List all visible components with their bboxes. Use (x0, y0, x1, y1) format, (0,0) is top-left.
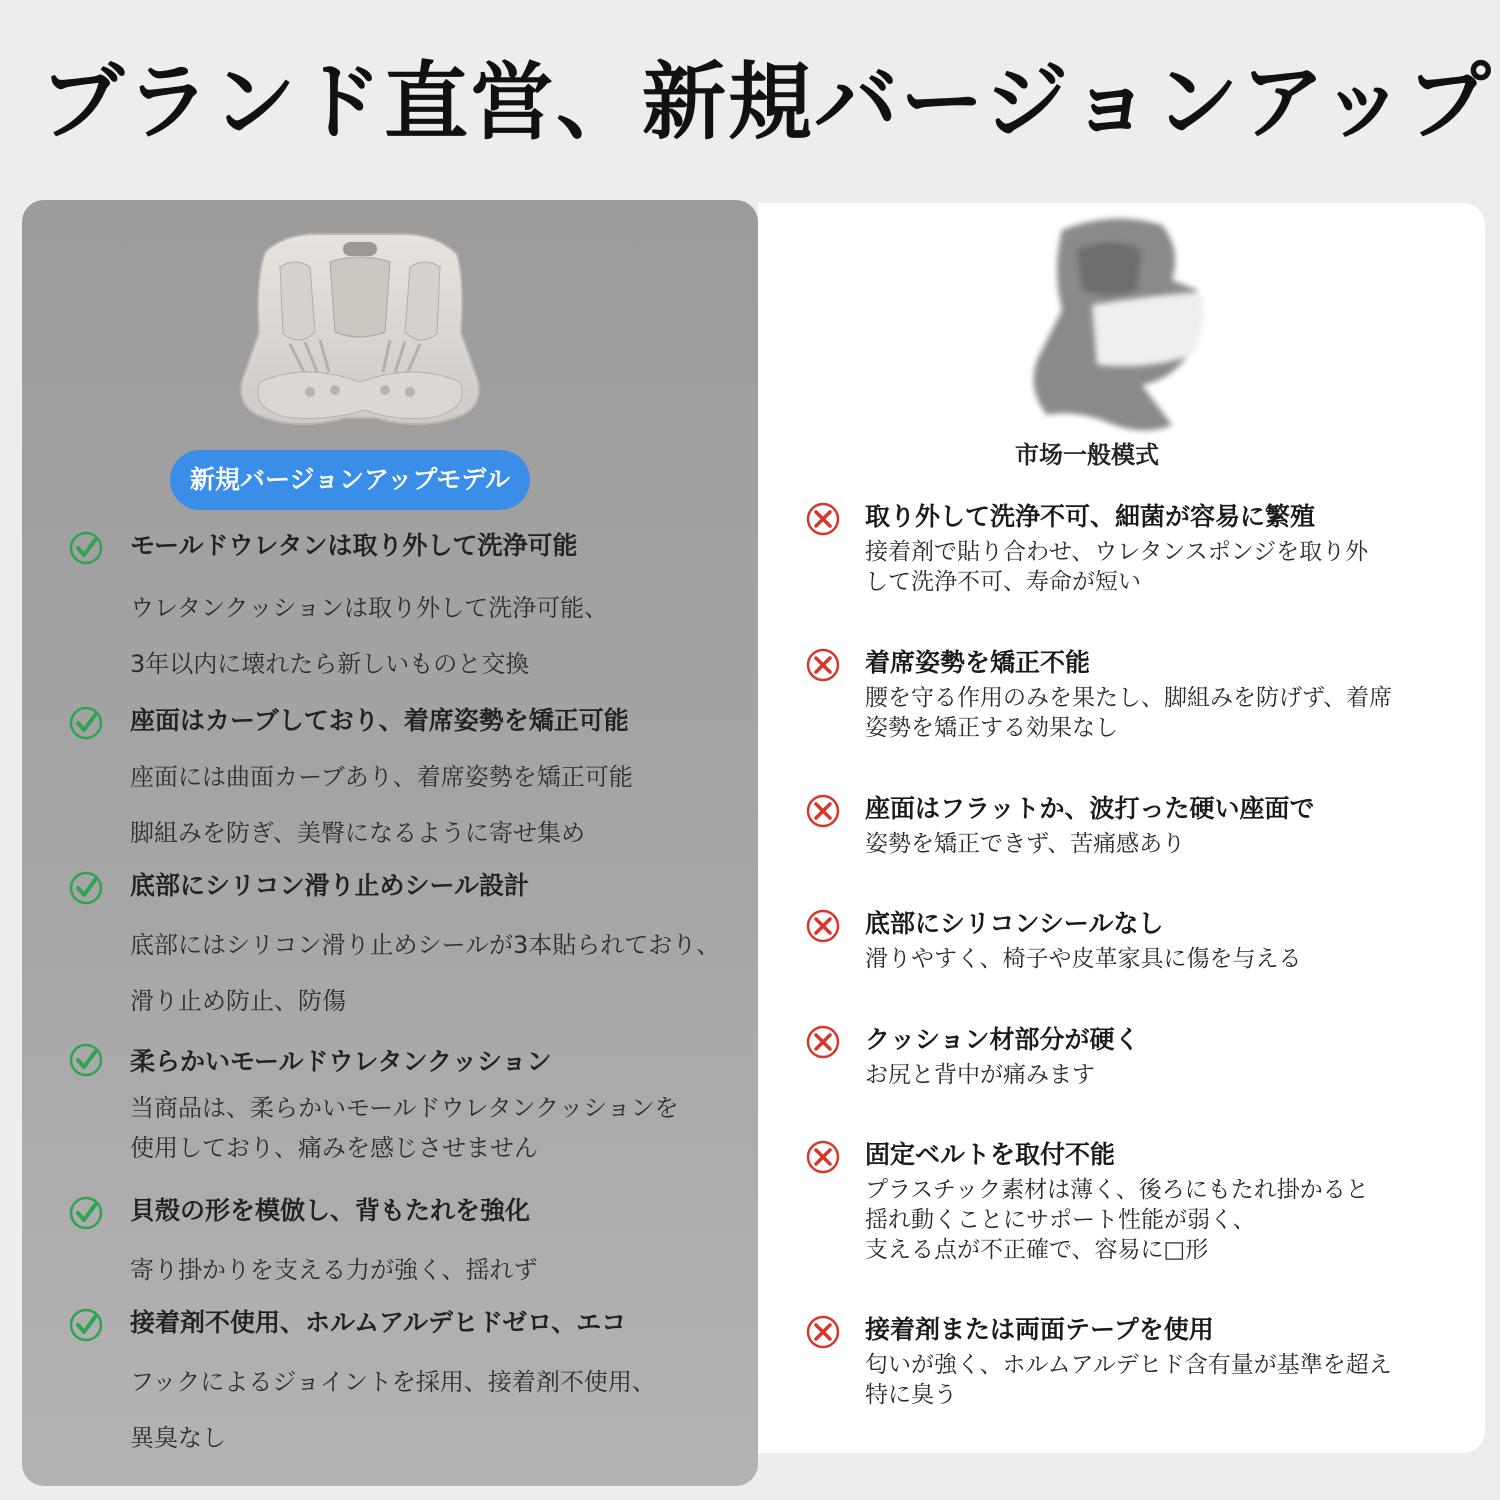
feature-title: モールドウレタンは取り外して洗浄可能 (130, 531, 578, 560)
feature-desc-line: フックによるジョイントを採用、接着剤不使用、 (130, 1368, 656, 1396)
feature-title: 柔らかいモールドウレタンクッション (130, 1047, 552, 1076)
feature-desc-line: 使用しており、痛みを感じさせません (130, 1134, 538, 1162)
x-circle-icon (805, 793, 841, 829)
drawback-desc-line: お尻と背中が痛みます (865, 1062, 1095, 1088)
drawback-desc-line: プラスチック素材は薄く、後ろにもたれ掛かると (865, 1177, 1369, 1203)
drawback-title: 着席姿勢を矯正不能 (865, 648, 1091, 677)
drawback-desc (865, 1060, 1095, 1090)
drawback-desc-line: 滑りやすく、椅子や皮革家具に傷を与える (865, 946, 1302, 972)
drawback-title: 取り外して洗浄不可、細菌が容易に繁殖 (865, 502, 1316, 531)
drawback-desc-line: 揺れ動くことにサポート性能が弱く、 (865, 1207, 1256, 1233)
feature-desc-line: 3年以内に壊れたら新しいものと交換 (130, 650, 530, 678)
drawback-title: 接着剤または両面テープを使用 (865, 1315, 1214, 1344)
feature-desc-line: 寄り掛かりを支える力が強く、揺れず (130, 1256, 538, 1284)
check-circle-icon (68, 705, 104, 741)
drawback-desc-line: 姿勢を矯正できず、苦痛感あり (865, 831, 1186, 857)
drawback-desc (865, 829, 1185, 859)
check-circle-icon (68, 870, 104, 906)
feature-desc-line: 当商品は、柔らかいモールドウレタンクッションを (130, 1094, 679, 1122)
feature-desc-line: 底部にはシリコン滑り止めシールが3本貼られており、 (130, 931, 721, 959)
drawback-desc (865, 683, 1392, 743)
feature-title: 座面はカーブしており、着席姿勢を矯正可能 (130, 706, 629, 735)
drawback-desc (865, 537, 1368, 597)
drawback-desc (865, 944, 1302, 974)
drawback-title: 固定ベルトを取付不能 (865, 1140, 1116, 1169)
market-model-label: 市场一般模式 (1015, 441, 1159, 469)
x-circle-icon (805, 1024, 841, 1060)
drawback-desc-line: 腰を守る作用のみを果たし、脚組みを防げず、着席 (865, 685, 1393, 711)
x-circle-icon (805, 908, 841, 944)
x-circle-icon (805, 1139, 841, 1175)
check-circle-icon (68, 530, 104, 566)
page-headline: ブランド直営、新規バージョンアップ (40, 53, 1493, 151)
feature-title: 接着剤不使用、ホルムアルデヒドゼロ、エコ (130, 1308, 627, 1337)
x-circle-icon (805, 647, 841, 683)
x-circle-icon (805, 501, 841, 537)
feature-title: 底部にシリコン滑り止めシール設計 (130, 871, 530, 900)
feature-desc-line: 滑り止め防止、防傷 (130, 987, 346, 1015)
check-circle-icon (68, 1195, 104, 1231)
feature-title: 貝殻の形を模倣し、背もたれを強化 (130, 1196, 531, 1225)
drawback-desc (865, 1175, 1369, 1265)
upgraded-seat-image (225, 222, 495, 437)
drawback-desc-line: して洗浄不可、寿命が短い (865, 569, 1141, 595)
feature-desc-line: ウレタンクッションは取り外して洗浄可能、 (130, 594, 609, 622)
drawback-desc-line: 接着剤で貼り合わせ、ウレタンスポンジを取り外 (865, 539, 1369, 565)
check-circle-icon (68, 1307, 104, 1343)
drawback-title: クッション材部分が硬く (865, 1025, 1140, 1054)
check-circle-icon (68, 1042, 104, 1078)
market-seat-image (1022, 210, 1212, 440)
drawback-desc-line: 特に臭う (865, 1382, 957, 1408)
x-circle-icon (805, 1314, 841, 1350)
drawback-desc-line: 匂いが強く、ホルムアルデヒド含有量が基準を超え (865, 1352, 1392, 1378)
drawback-title: 底部にシリコンシールなし (865, 909, 1164, 938)
drawback-desc (865, 1350, 1392, 1410)
drawback-title: 座面はフラットか、波打った硬い座面で (865, 794, 1315, 823)
drawback-desc-line: 姿勢を矯正する効果なし (865, 715, 1118, 741)
feature-desc-line: 脚組みを防ぎ、美臀になるように寄せ集め (130, 819, 586, 847)
upgraded-model-badge: 新規バージョンアップモデル (170, 450, 530, 510)
drawback-desc-line: 支える点が不正確で、容易に□形 (865, 1237, 1209, 1263)
feature-desc-line: 異臭なし (130, 1424, 226, 1452)
feature-desc-line: 座面には曲面カーブあり、着席姿勢を矯正可能 (130, 763, 633, 791)
